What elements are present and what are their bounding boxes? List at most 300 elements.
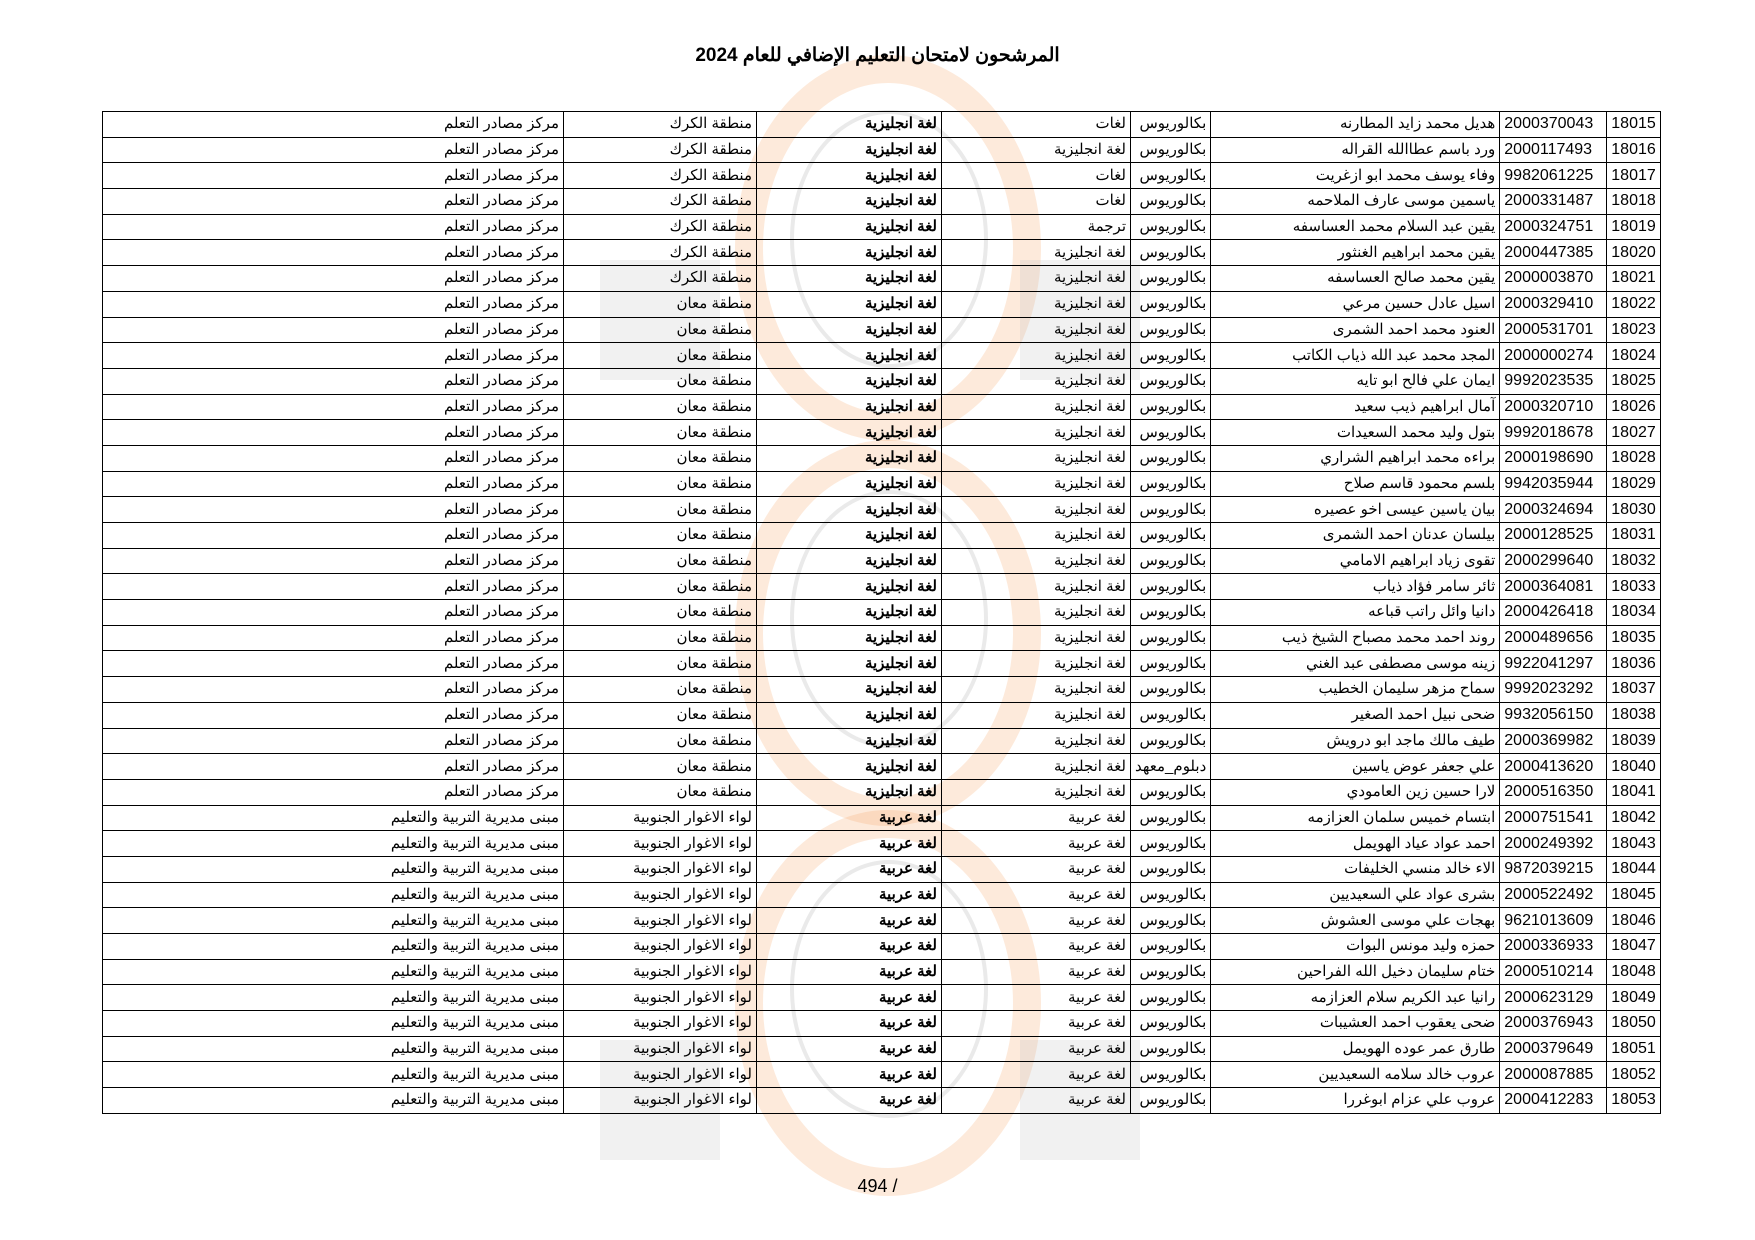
degree-cell: بكالوريوس: [1131, 908, 1211, 934]
subject-cell: لغة انجليزية: [757, 420, 942, 446]
table-row: [103, 805, 1661, 831]
major-cell: لغة انجليزية: [942, 779, 1131, 805]
exam-center-cell: مركز مصادر التعلم: [103, 317, 564, 343]
name-cell: ورد باسم عطاالله القراله: [1211, 137, 1500, 163]
degree-cell: بكالوريوس: [1131, 240, 1211, 266]
degree-cell: بكالوريوس: [1131, 189, 1211, 215]
region-cell: لواء الاغوار الجنوبية: [564, 856, 757, 882]
serial-cell: 18045: [1607, 882, 1661, 908]
exam-center-cell: مركز مصادر التعلم: [103, 779, 564, 805]
region-cell: منطقة الكرك: [564, 112, 757, 138]
major-cell: لغة عربية: [942, 959, 1131, 985]
degree-cell: بكالوريوس: [1131, 779, 1211, 805]
table-row: [103, 343, 1661, 369]
serial-cell: 18015: [1607, 112, 1661, 138]
name-cell: آمال ابراهيم ذيب سعيد: [1211, 394, 1500, 420]
subject-cell: لغة انجليزية: [757, 291, 942, 317]
region-cell: لواء الاغوار الجنوبية: [564, 934, 757, 960]
region-cell: منطقة الكرك: [564, 266, 757, 292]
major-cell: لغة عربية: [942, 1036, 1131, 1062]
table-row: [103, 420, 1661, 446]
table-row: [103, 548, 1661, 574]
major-cell: لغة انجليزية: [942, 548, 1131, 574]
table-row: [103, 394, 1661, 420]
national-id-cell: 9942035944: [1500, 471, 1607, 497]
degree-cell: بكالوريوس: [1131, 959, 1211, 985]
region-cell: لواء الاغوار الجنوبية: [564, 1011, 757, 1037]
table-row: [103, 1036, 1661, 1062]
national-id-cell: 9992018678: [1500, 420, 1607, 446]
major-cell: لغة عربية: [942, 882, 1131, 908]
serial-cell: 18023: [1607, 317, 1661, 343]
subject-cell: لغة عربية: [757, 908, 942, 934]
national-id-cell: 2000510214: [1500, 959, 1607, 985]
subject-cell: لغة انجليزية: [757, 625, 942, 651]
name-cell: بتول وليد محمد السعيدات: [1211, 420, 1500, 446]
major-cell: لغة انجليزية: [942, 471, 1131, 497]
subject-cell: لغة انجليزية: [757, 112, 942, 138]
national-id-cell: 2000329410: [1500, 291, 1607, 317]
serial-cell: 18040: [1607, 754, 1661, 780]
subject-cell: لغة انجليزية: [757, 471, 942, 497]
serial-cell: 18029: [1607, 471, 1661, 497]
degree-cell: بكالوريوس: [1131, 317, 1211, 343]
name-cell: ختام سليمان دخيل الله الفراحين: [1211, 959, 1500, 985]
table-row: [103, 831, 1661, 857]
major-cell: لغة انجليزية: [942, 497, 1131, 523]
exam-center-cell: مبنى مديرية التربية والتعليم: [103, 959, 564, 985]
major-cell: لغات: [942, 163, 1131, 189]
degree-cell: بكالوريوس: [1131, 291, 1211, 317]
degree-cell: بكالوريوس: [1131, 702, 1211, 728]
serial-cell: 18018: [1607, 189, 1661, 215]
subject-cell: لغة انجليزية: [757, 266, 942, 292]
national-id-cell: 2000516350: [1500, 779, 1607, 805]
subject-cell: لغة انجليزية: [757, 163, 942, 189]
subject-cell: لغة انجليزية: [757, 728, 942, 754]
name-cell: علي جعفر عوض ياسين: [1211, 754, 1500, 780]
major-cell: لغة انجليزية: [942, 317, 1131, 343]
national-id-cell: 2000299640: [1500, 548, 1607, 574]
table-row: [103, 625, 1661, 651]
major-cell: لغة انجليزية: [942, 651, 1131, 677]
table-row: [103, 856, 1661, 882]
region-cell: منطقة معان: [564, 574, 757, 600]
degree-cell: بكالوريوس: [1131, 497, 1211, 523]
name-cell: يقين محمد ابراهيم الغنثور: [1211, 240, 1500, 266]
subject-cell: لغة عربية: [757, 985, 942, 1011]
region-cell: منطقة الكرك: [564, 214, 757, 240]
subject-cell: لغة عربية: [757, 882, 942, 908]
degree-cell: بكالوريوس: [1131, 445, 1211, 471]
table-row: [103, 214, 1661, 240]
exam-center-cell: مركز مصادر التعلم: [103, 445, 564, 471]
region-cell: منطقة معان: [564, 728, 757, 754]
name-cell: ابتسام خميس سلمان العزازمه: [1211, 805, 1500, 831]
exam-center-cell: مركز مصادر التعلم: [103, 702, 564, 728]
name-cell: ضحى يعقوب احمد العشيبات: [1211, 1011, 1500, 1037]
exam-center-cell: مركز مصادر التعلم: [103, 471, 564, 497]
degree-cell: بكالوريوس: [1131, 266, 1211, 292]
serial-cell: 18050: [1607, 1011, 1661, 1037]
subject-cell: لغة عربية: [757, 805, 942, 831]
region-cell: منطقة معان: [564, 754, 757, 780]
name-cell: عروب خالد سلامه السعيديين: [1211, 1062, 1500, 1088]
subject-cell: لغة انجليزية: [757, 368, 942, 394]
table-row: [103, 779, 1661, 805]
serial-cell: 18020: [1607, 240, 1661, 266]
degree-cell: بكالوريوس: [1131, 651, 1211, 677]
degree-cell: بكالوريوس: [1131, 394, 1211, 420]
region-cell: لواء الاغوار الجنوبية: [564, 1062, 757, 1088]
major-cell: لغات: [942, 189, 1131, 215]
table-row: [103, 908, 1661, 934]
major-cell: لغة انجليزية: [942, 445, 1131, 471]
major-cell: لغة انجليزية: [942, 728, 1131, 754]
national-id-cell: 2000117493: [1500, 137, 1607, 163]
page-title: المرشحون لامتحان التعليم الإضافي للعام 2024: [695, 45, 1060, 66]
region-cell: لواء الاغوار الجنوبية: [564, 831, 757, 857]
major-cell: لغة انجليزية: [942, 702, 1131, 728]
major-cell: لغة انجليزية: [942, 137, 1131, 163]
exam-center-cell: مركز مصادر التعلم: [103, 214, 564, 240]
national-id-cell: 2000426418: [1500, 600, 1607, 626]
name-cell: بلسم محمود قاسم صلاح: [1211, 471, 1500, 497]
table-row: [103, 368, 1661, 394]
exam-center-cell: مركز مصادر التعلم: [103, 677, 564, 703]
exam-center-cell: مركز مصادر التعلم: [103, 266, 564, 292]
major-cell: لغة انجليزية: [942, 266, 1131, 292]
region-cell: منطقة الكرك: [564, 189, 757, 215]
national-id-cell: 2000003870: [1500, 266, 1607, 292]
exam-center-cell: مركز مصادر التعلم: [103, 548, 564, 574]
national-id-cell: 9872039215: [1500, 856, 1607, 882]
degree-cell: بكالوريوس: [1131, 523, 1211, 549]
table-row: [103, 702, 1661, 728]
name-cell: يقين عبد السلام محمد العساسفه: [1211, 214, 1500, 240]
page-number: 494 /: [857, 1176, 898, 1196]
table-row: [103, 445, 1661, 471]
region-cell: منطقة معان: [564, 471, 757, 497]
exam-center-cell: مبنى مديرية التربية والتعليم: [103, 882, 564, 908]
name-cell: براءه محمد ابراهيم الشراري: [1211, 445, 1500, 471]
name-cell: هديل محمد زايد المطارنه: [1211, 112, 1500, 138]
degree-cell: بكالوريوس: [1131, 548, 1211, 574]
table-row: [103, 677, 1661, 703]
name-cell: العنود محمد احمد الشمرى: [1211, 317, 1500, 343]
name-cell: عروب علي عزام ابوغررا: [1211, 1088, 1500, 1114]
region-cell: منطقة معان: [564, 497, 757, 523]
subject-cell: لغة انجليزية: [757, 445, 942, 471]
exam-center-cell: مركز مصادر التعلم: [103, 240, 564, 266]
serial-cell: 18053: [1607, 1088, 1661, 1114]
table-row: [103, 266, 1661, 292]
serial-cell: 18025: [1607, 368, 1661, 394]
serial-cell: 18027: [1607, 420, 1661, 446]
serial-cell: 18016: [1607, 137, 1661, 163]
name-cell: يقين محمد صالح العساسفه: [1211, 266, 1500, 292]
region-cell: لواء الاغوار الجنوبية: [564, 805, 757, 831]
name-cell: المجد محمد عبد الله ذياب الكاتب: [1211, 343, 1500, 369]
major-cell: لغة انجليزية: [942, 420, 1131, 446]
region-cell: منطقة معان: [564, 677, 757, 703]
exam-center-cell: مبنى مديرية التربية والتعليم: [103, 1062, 564, 1088]
degree-cell: بكالوريوس: [1131, 471, 1211, 497]
serial-cell: 18049: [1607, 985, 1661, 1011]
region-cell: منطقة معان: [564, 702, 757, 728]
national-id-cell: 2000369982: [1500, 728, 1607, 754]
national-id-cell: 2000370043: [1500, 112, 1607, 138]
degree-cell: بكالوريوس: [1131, 1011, 1211, 1037]
exam-center-cell: مركز مصادر التعلم: [103, 189, 564, 215]
serial-cell: 18036: [1607, 651, 1661, 677]
region-cell: لواء الاغوار الجنوبية: [564, 1036, 757, 1062]
national-id-cell: 2000249392: [1500, 831, 1607, 857]
exam-center-cell: مركز مصادر التعلم: [103, 368, 564, 394]
subject-cell: لغة انجليزية: [757, 317, 942, 343]
national-id-cell: 9922041297: [1500, 651, 1607, 677]
degree-cell: بكالوريوس: [1131, 368, 1211, 394]
name-cell: ياسمين موسى عارف الملاحمه: [1211, 189, 1500, 215]
serial-cell: 18017: [1607, 163, 1661, 189]
exam-center-cell: مركز مصادر التعلم: [103, 112, 564, 138]
degree-cell: بكالوريوس: [1131, 677, 1211, 703]
exam-center-cell: مبنى مديرية التربية والتعليم: [103, 831, 564, 857]
region-cell: لواء الاغوار الجنوبية: [564, 882, 757, 908]
exam-center-cell: مركز مصادر التعلم: [103, 137, 564, 163]
subject-cell: لغة انجليزية: [757, 394, 942, 420]
national-id-cell: 2000198690: [1500, 445, 1607, 471]
serial-cell: 18031: [1607, 523, 1661, 549]
subject-cell: لغة انجليزية: [757, 548, 942, 574]
table-row: [103, 317, 1661, 343]
serial-cell: 18030: [1607, 497, 1661, 523]
major-cell: لغة عربية: [942, 1062, 1131, 1088]
exam-center-cell: مركز مصادر التعلم: [103, 651, 564, 677]
region-cell: لواء الاغوار الجنوبية: [564, 985, 757, 1011]
region-cell: منطقة معان: [564, 394, 757, 420]
serial-cell: 18028: [1607, 445, 1661, 471]
national-id-cell: 2000128525: [1500, 523, 1607, 549]
subject-cell: لغة انجليزية: [757, 137, 942, 163]
region-cell: منطقة معان: [564, 291, 757, 317]
exam-center-cell: مبنى مديرية التربية والتعليم: [103, 1011, 564, 1037]
serial-cell: 18021: [1607, 266, 1661, 292]
serial-cell: 18044: [1607, 856, 1661, 882]
subject-cell: لغة انجليزية: [757, 651, 942, 677]
major-cell: لغة انجليزية: [942, 343, 1131, 369]
name-cell: حمزه وليد مونس البوات: [1211, 934, 1500, 960]
exam-center-cell: مركز مصادر التعلم: [103, 574, 564, 600]
subject-cell: لغة عربية: [757, 856, 942, 882]
major-cell: لغة عربية: [942, 805, 1131, 831]
subject-cell: لغة انجليزية: [757, 497, 942, 523]
exam-center-cell: مبنى مديرية التربية والتعليم: [103, 908, 564, 934]
subject-cell: لغة انجليزية: [757, 702, 942, 728]
national-id-cell: 2000336933: [1500, 934, 1607, 960]
national-id-cell: 2000412283: [1500, 1088, 1607, 1114]
national-id-cell: 2000489656: [1500, 625, 1607, 651]
candidates-table: [102, 111, 1661, 1114]
table-row: [103, 574, 1661, 600]
region-cell: منطقة معان: [564, 343, 757, 369]
exam-center-cell: مركز مصادر التعلم: [103, 625, 564, 651]
serial-cell: 18026: [1607, 394, 1661, 420]
serial-cell: 18034: [1607, 600, 1661, 626]
subject-cell: لغة انجليزية: [757, 214, 942, 240]
national-id-cell: 9992023292: [1500, 677, 1607, 703]
national-id-cell: 2000331487: [1500, 189, 1607, 215]
exam-center-cell: مركز مصادر التعلم: [103, 420, 564, 446]
table-row: [103, 959, 1661, 985]
name-cell: روند احمد محمد مصباح الشيخ ذيب: [1211, 625, 1500, 651]
exam-center-cell: مبنى مديرية التربية والتعليم: [103, 1036, 564, 1062]
national-id-cell: 2000324694: [1500, 497, 1607, 523]
subject-cell: لغة انجليزية: [757, 189, 942, 215]
subject-cell: لغة انجليزية: [757, 574, 942, 600]
major-cell: لغة انجليزية: [942, 677, 1131, 703]
exam-center-cell: مركز مصادر التعلم: [103, 754, 564, 780]
degree-cell: بكالوريوس: [1131, 112, 1211, 138]
subject-cell: لغة عربية: [757, 934, 942, 960]
serial-cell: 18039: [1607, 728, 1661, 754]
subject-cell: لغة انجليزية: [757, 240, 942, 266]
name-cell: لارا حسين زين العامودي: [1211, 779, 1500, 805]
degree-cell: بكالوريوس: [1131, 420, 1211, 446]
major-cell: لغة عربية: [942, 985, 1131, 1011]
name-cell: ايمان علي فالح ابو تايه: [1211, 368, 1500, 394]
table-row: [103, 471, 1661, 497]
exam-center-cell: مبنى مديرية التربية والتعليم: [103, 856, 564, 882]
national-id-cell: 2000413620: [1500, 754, 1607, 780]
table-row: [103, 600, 1661, 626]
table-row: [103, 882, 1661, 908]
national-id-cell: 2000324751: [1500, 214, 1607, 240]
name-cell: زينه موسى مصطفى عبد الغني: [1211, 651, 1500, 677]
national-id-cell: 2000364081: [1500, 574, 1607, 600]
major-cell: لغة عربية: [942, 934, 1131, 960]
degree-cell: بكالوريوس: [1131, 600, 1211, 626]
table-row: [103, 1088, 1661, 1114]
subject-cell: لغة عربية: [757, 1011, 942, 1037]
table-row: [103, 754, 1661, 780]
degree-cell: بكالوريوس: [1131, 343, 1211, 369]
degree-cell: بكالوريوس: [1131, 1088, 1211, 1114]
name-cell: ضحى نبيل احمد الصغير: [1211, 702, 1500, 728]
name-cell: رانيا عبد الكريم سلام العزازمه: [1211, 985, 1500, 1011]
region-cell: منطقة الكرك: [564, 240, 757, 266]
table-row: [103, 1011, 1661, 1037]
name-cell: بشرى عواد علي السعيديين: [1211, 882, 1500, 908]
subject-cell: لغة انجليزية: [757, 779, 942, 805]
national-id-cell: 2000087885: [1500, 1062, 1607, 1088]
table-row: [103, 728, 1661, 754]
major-cell: لغة انجليزية: [942, 368, 1131, 394]
subject-cell: لغة انجليزية: [757, 677, 942, 703]
major-cell: لغة عربية: [942, 1088, 1131, 1114]
major-cell: لغة انجليزية: [942, 625, 1131, 651]
name-cell: وفاء يوسف محمد ابو ازغريت: [1211, 163, 1500, 189]
name-cell: الاء خالد منسي الخليفات: [1211, 856, 1500, 882]
serial-cell: 18047: [1607, 934, 1661, 960]
region-cell: لواء الاغوار الجنوبية: [564, 908, 757, 934]
region-cell: منطقة الكرك: [564, 163, 757, 189]
region-cell: منطقة معان: [564, 600, 757, 626]
serial-cell: 18024: [1607, 343, 1661, 369]
degree-cell: بكالوريوس: [1131, 882, 1211, 908]
major-cell: لغة عربية: [942, 856, 1131, 882]
subject-cell: لغة انجليزية: [757, 754, 942, 780]
exam-center-cell: مبنى مديرية التربية والتعليم: [103, 985, 564, 1011]
national-id-cell: 2000320710: [1500, 394, 1607, 420]
degree-cell: بكالوريوس: [1131, 805, 1211, 831]
exam-center-cell: مركز مصادر التعلم: [103, 163, 564, 189]
major-cell: لغة عربية: [942, 908, 1131, 934]
region-cell: منطقة معان: [564, 420, 757, 446]
exam-center-cell: مركز مصادر التعلم: [103, 728, 564, 754]
major-cell: لغة انجليزية: [942, 240, 1131, 266]
degree-cell: بكالوريوس: [1131, 728, 1211, 754]
table-row: [103, 934, 1661, 960]
region-cell: منطقة معان: [564, 651, 757, 677]
table-row: [103, 163, 1661, 189]
region-cell: منطقة معان: [564, 625, 757, 651]
national-id-cell: 2000447385: [1500, 240, 1607, 266]
degree-cell: بكالوريوس: [1131, 831, 1211, 857]
major-cell: لغة انجليزية: [942, 574, 1131, 600]
table-row: [103, 291, 1661, 317]
region-cell: لواء الاغوار الجنوبية: [564, 959, 757, 985]
exam-center-cell: مركز مصادر التعلم: [103, 497, 564, 523]
subject-cell: لغة عربية: [757, 959, 942, 985]
exam-center-cell: مركز مصادر التعلم: [103, 600, 564, 626]
subject-cell: لغة انجليزية: [757, 523, 942, 549]
name-cell: ثائر سامر فؤاد ذياب: [1211, 574, 1500, 600]
subject-cell: لغة عربية: [757, 1062, 942, 1088]
major-cell: لغة عربية: [942, 831, 1131, 857]
national-id-cell: 9932056150: [1500, 702, 1607, 728]
region-cell: منطقة معان: [564, 523, 757, 549]
name-cell: سماح مزهر سليمان الخطيب: [1211, 677, 1500, 703]
serial-cell: 18052: [1607, 1062, 1661, 1088]
region-cell: لواء الاغوار الجنوبية: [564, 1088, 757, 1114]
subject-cell: لغة عربية: [757, 1036, 942, 1062]
national-id-cell: 9982061225: [1500, 163, 1607, 189]
serial-cell: 18046: [1607, 908, 1661, 934]
name-cell: دانيا وائل راتب قباعه: [1211, 600, 1500, 626]
serial-cell: 18032: [1607, 548, 1661, 574]
region-cell: منطقة معان: [564, 317, 757, 343]
table-row: [103, 523, 1661, 549]
national-id-cell: 2000531701: [1500, 317, 1607, 343]
degree-cell: بكالوريوس: [1131, 214, 1211, 240]
serial-cell: 18051: [1607, 1036, 1661, 1062]
name-cell: احمد عواد عياد الهويمل: [1211, 831, 1500, 857]
serial-cell: 18033: [1607, 574, 1661, 600]
serial-cell: 18022: [1607, 291, 1661, 317]
major-cell: لغة انجليزية: [942, 600, 1131, 626]
name-cell: بيلسان عدنان احمد الشمرى: [1211, 523, 1500, 549]
degree-cell: بكالوريوس: [1131, 163, 1211, 189]
national-id-cell: 9621013609: [1500, 908, 1607, 934]
name-cell: طيف مالك ماجد ابو درويش: [1211, 728, 1500, 754]
name-cell: تقوى زياد ابراهيم الامامي: [1211, 548, 1500, 574]
degree-cell: بكالوريوس: [1131, 625, 1211, 651]
name-cell: طارق عمر عوده الهويمل: [1211, 1036, 1500, 1062]
national-id-cell: 2000623129: [1500, 985, 1607, 1011]
exam-center-cell: مبنى مديرية التربية والتعليم: [103, 1088, 564, 1114]
national-id-cell: 2000376943: [1500, 1011, 1607, 1037]
